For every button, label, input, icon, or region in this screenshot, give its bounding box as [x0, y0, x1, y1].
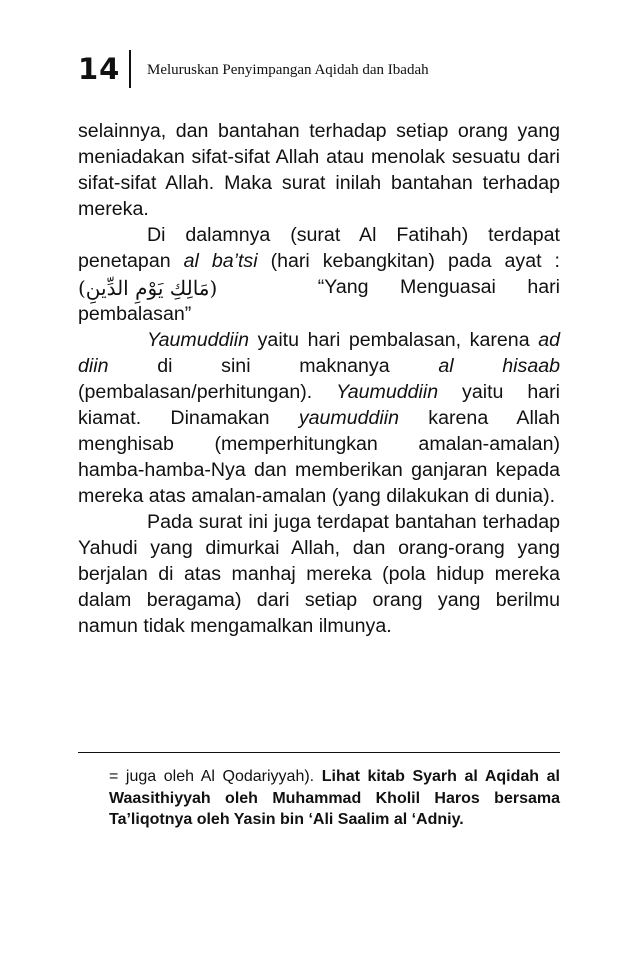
- paragraph-3: [78, 327, 560, 509]
- p3-italic-2: ad diin: [78, 329, 560, 377]
- p3-italic-4: Yaumuddiin: [336, 381, 439, 403]
- p3-text-1: yaitu hari pembalasan, karena: [249, 329, 539, 351]
- paragraph-2: [78, 222, 560, 327]
- p3-italic-5: yaumuddiin: [298, 407, 400, 429]
- running-title: Meluruskan Penyimpangan Aqidah dan Ibadah: [147, 62, 429, 78]
- page-header: [78, 48, 568, 90]
- p2-text-1: Di dalamnya (surat Al Fatihah) terdapat penetapan: [78, 224, 560, 272]
- header-divider: [129, 50, 131, 88]
- page-number: 14: [78, 52, 121, 86]
- footnote-divider: [78, 752, 560, 753]
- p2-italic-al-batsi: al ba’tsi: [183, 250, 258, 272]
- footnote-text: = juga oleh Al Qodariyyah).: [109, 768, 322, 785]
- p3-text-2: di sini maknanya: [108, 355, 439, 377]
- p3-text-4: yaitu hari kiamat. Dinamakan: [78, 381, 560, 429]
- p3-italic-1: Yaumuddiin: [147, 329, 250, 351]
- p3-text-3: (pembalasan/perhitungan).: [78, 381, 337, 403]
- paragraph-4: Pada surat ini juga terdapat bantahan terhadap Yahudi yang dimurkai Allah, dan orang-orang yang berjalan di atas manhaj mereka (pola hidup mereka dalam beragama) dari setiap orang yang berilmu namun tidak mengamalkan ilmunya.: [78, 511, 560, 637]
- p2-text-2: (hari kebangkitan) pada ayat :: [257, 250, 560, 272]
- arabic-verse: (مَالِكِ يَوْمِ الدِّينِ): [78, 276, 218, 300]
- p3-italic-3: al hisaab: [438, 355, 561, 377]
- paragraph-1: selainnya, dan bantahan terhadap setiap orang yang meniadakan sifat-sifat Allah atau menolak sesuatu dari sifat-sifat Allah. Maka surat inilah bantahan terhadap mereka.: [78, 120, 560, 220]
- footnote: [109, 766, 560, 831]
- p2-text-3: “Yang Menguasai hari pembalasan”: [78, 276, 560, 325]
- footnote-bold-text: Lihat kitab Syarh al Aqidah al Waasithiyyah oleh Muhammad Kholil Haros bersama Ta’liqotnya oleh Yasin bin ‘Ali Saalim al ‘Adniy.: [109, 768, 560, 828]
- body-text: [78, 118, 560, 639]
- p3-text-5: karena Allah menghisab (memperhitungkan amalan-amalan) hamba-hamba-Nya dan memberikan ganjaran kepada mereka atas amalan-amalan (yang dilakukan di dunia).: [78, 407, 560, 507]
